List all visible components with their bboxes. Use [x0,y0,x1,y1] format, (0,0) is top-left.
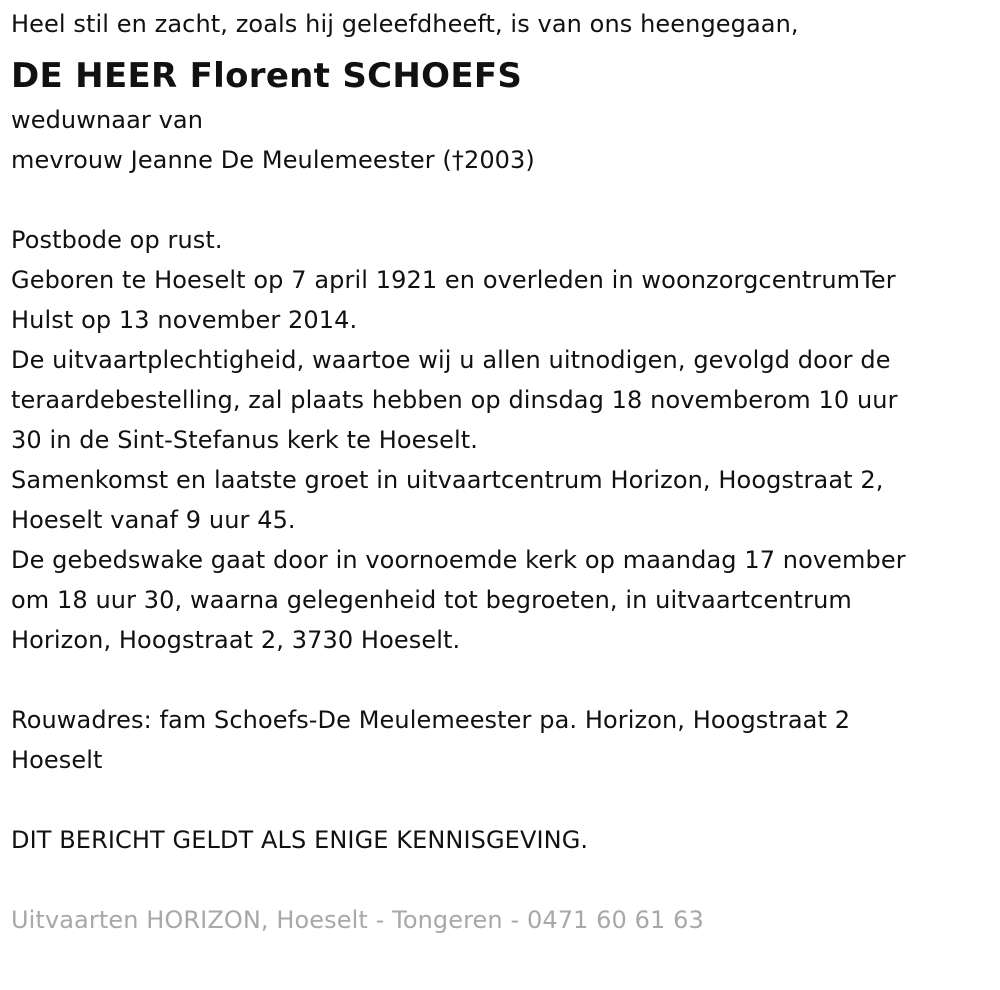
spacer [11,660,996,700]
bio-line: Postbode op rust. [11,226,223,254]
bio-line: De gebedswake gaat door in voornoemde kerk op maandag 17 november [11,546,906,574]
bio-line: Geboren te Hoeselt op 7 april 1921 en overleden in woonzorgcentrumTer [11,266,896,294]
address-line: Hoeselt [11,746,103,774]
bio-line: Hoeselt vanaf 9 uur 45. [11,506,296,534]
notice-statement: DIT BERICHT GELDT ALS ENIGE KENNISGEVING. [11,826,589,854]
funeral-home-footer: Uitvaarten HORIZON, Hoeselt - Tongeren - 0471 60 61 63 [11,906,704,934]
bio-line: Hulst op 13 november 2014. [11,306,358,334]
address-line: Rouwadres: fam Schoefs-De Meulemeester pa. Horizon, Hoogstraat 2 [11,706,851,734]
bio-line: Horizon, Hoogstraat 2, 3730 Hoeselt. [11,626,461,654]
bio-line: De uitvaartplechtigheid, waartoe wij u allen uitnodigen, gevolgd door de [11,346,891,374]
intro-text: Heel stil en zacht, zoals hij geleefdheeft, is van ons heengegaan, [11,10,799,38]
bio-line: Samenkomst en laatste groet in uitvaartcentrum Horizon, Hoogstraat 2, [11,466,884,494]
spacer [11,780,996,820]
deceased-name: DE HEER Florent SCHOEFS [11,56,523,96]
death-notice [11,4,996,940]
spacer [11,180,996,220]
relation-line: weduwnaar van [11,106,204,134]
spacer [11,860,996,900]
spouse-line: mevrouw Jeanne De Meulemeester (†2003) [11,146,535,174]
bio-line: 30 in de Sint-Stefanus kerk te Hoeselt. [11,426,478,454]
bio-line: om 18 uur 30, waarna gelegenheid tot begroeten, in uitvaartcentrum [11,586,852,614]
bio-line: teraardebestelling, zal plaats hebben op dinsdag 18 novemberom 10 uur [11,386,898,414]
